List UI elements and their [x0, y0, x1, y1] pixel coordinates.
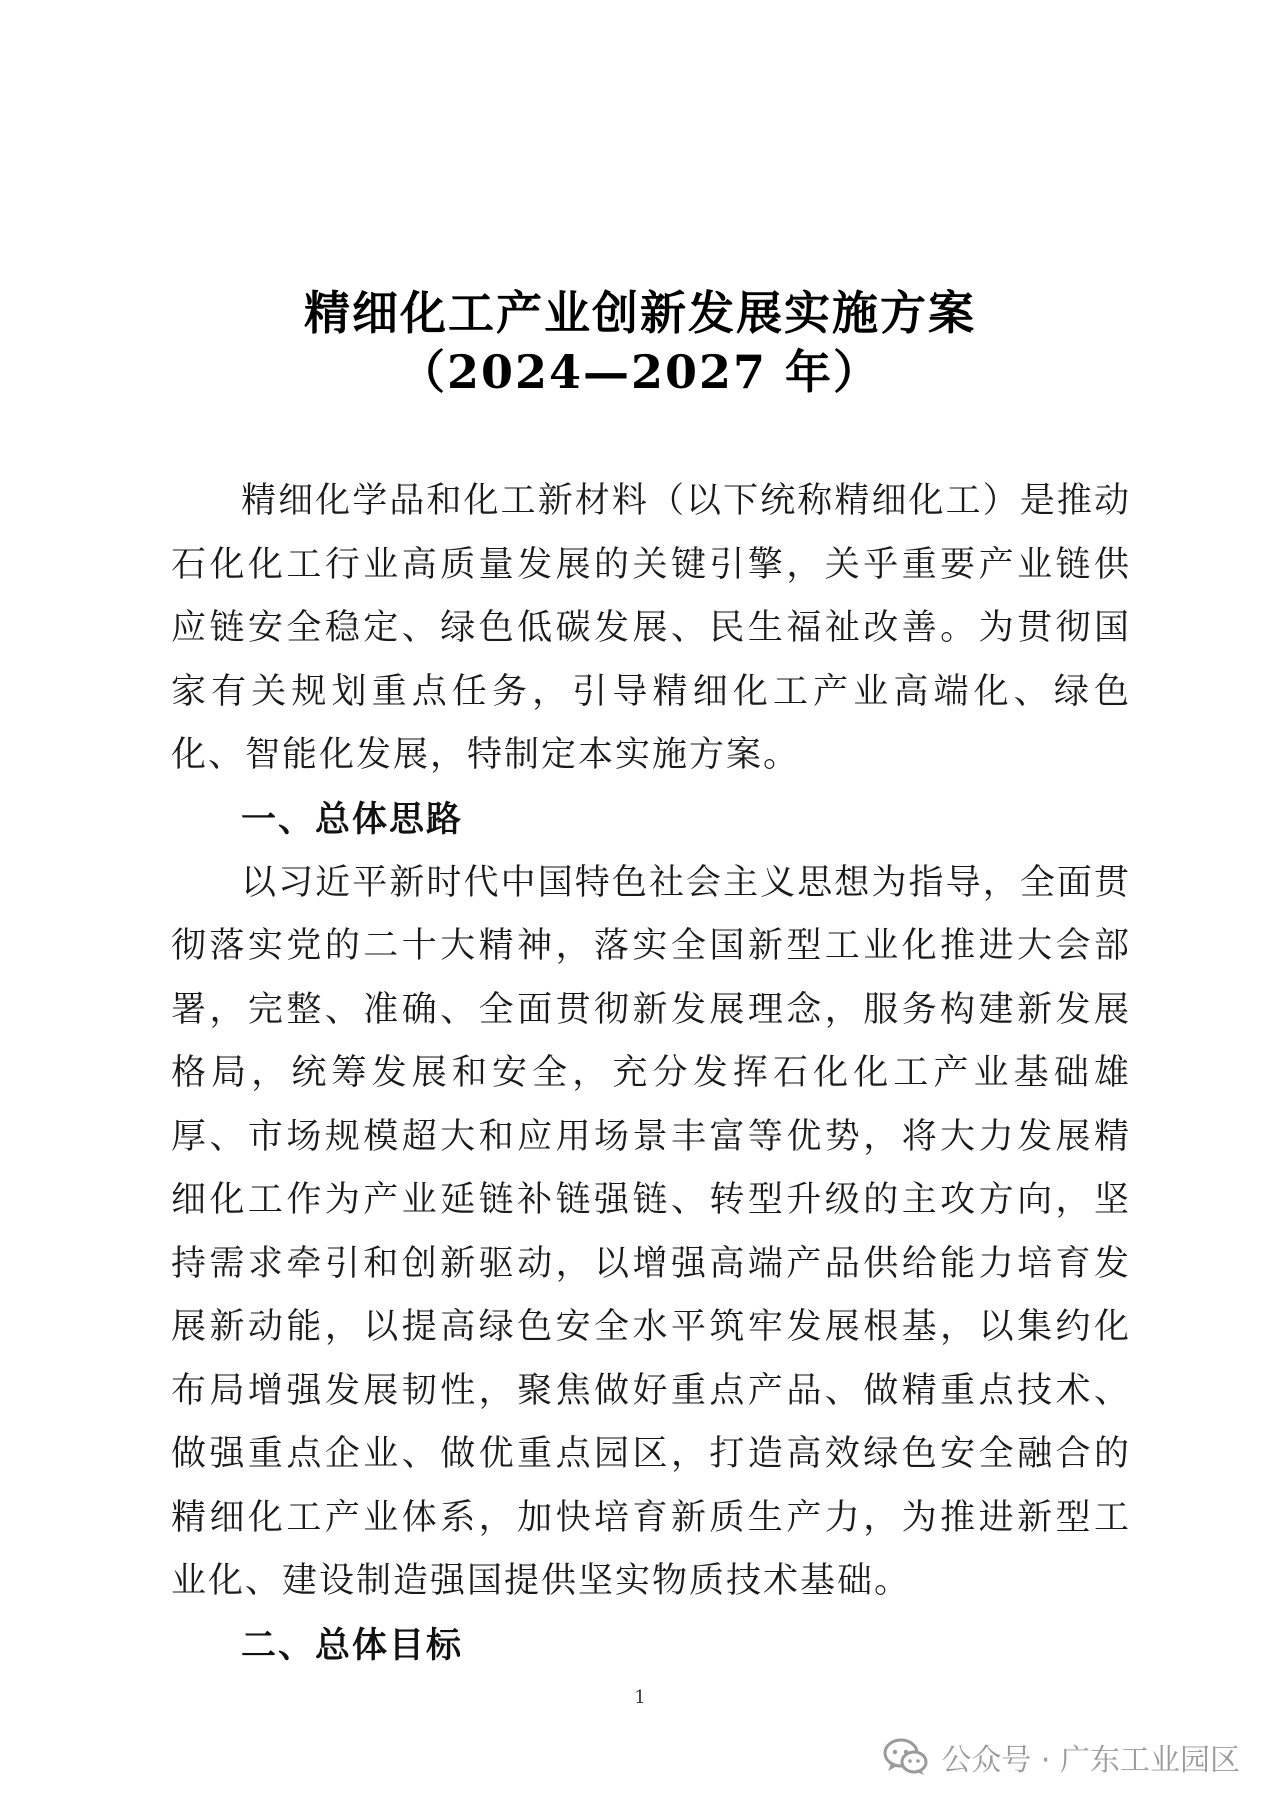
document-title: 精细化工产业创新发展实施方案 [304, 286, 976, 340]
watermark-text: 公众号 · 广东工业园区 [941, 1743, 1240, 1778]
document-subtitle: （2024—2027 年） [398, 345, 882, 399]
intro-paragraph: 精细化学品和化工新材料（以下统称精细化工）是推动石化化工行业高质量发展的关键引擎，关乎重要产业链供应链安全稳定、绿色低碳发展、民生福祉改善。为贯彻国家有关规划重点任务，引导精细化工产业高端化、绿色化、智能化发展，特制定本实施方案。 [171, 481, 1131, 775]
section-body-overall-approach: 以习近平新时代中国特色社会主义思想为指导，全面贯彻落实党的二十大精神，落实全国新型工业化推进大会部署，完整、准确、全面贯彻新发展理念，服务构建新发展格局，统筹发展和安全，充分发挥石化化工产业基础雄厚、市场规模超大和应用场景丰富等优势，将大力发展精细化工作为产业延链补链强链、转型升级的主攻方向，坚持需求牵引和创新驱动，以增强高端产品供给能力培育发展新动能，以提高绿色安全水平筑牢发展根基，以集约化布局增强发展韧性，聚焦做好重点产品、做精重点技术、做强重点企业、做优重点园区，打造高效绿色安全融合的精细化工产业体系，加快培育新质生产力，为推进新型工业化、建设制造强国提供坚实物质技术基础。 [171, 862, 1131, 1601]
wechat-icon [883, 1737, 929, 1777]
document-body [171, 470, 1131, 1678]
page-number: 1 [634, 1687, 646, 1708]
section-heading-overall-approach: 一、总体思路 [241, 799, 464, 840]
watermark [883, 1737, 1240, 1777]
section-heading-overall-goals: 二、总体目标 [241, 1625, 464, 1666]
